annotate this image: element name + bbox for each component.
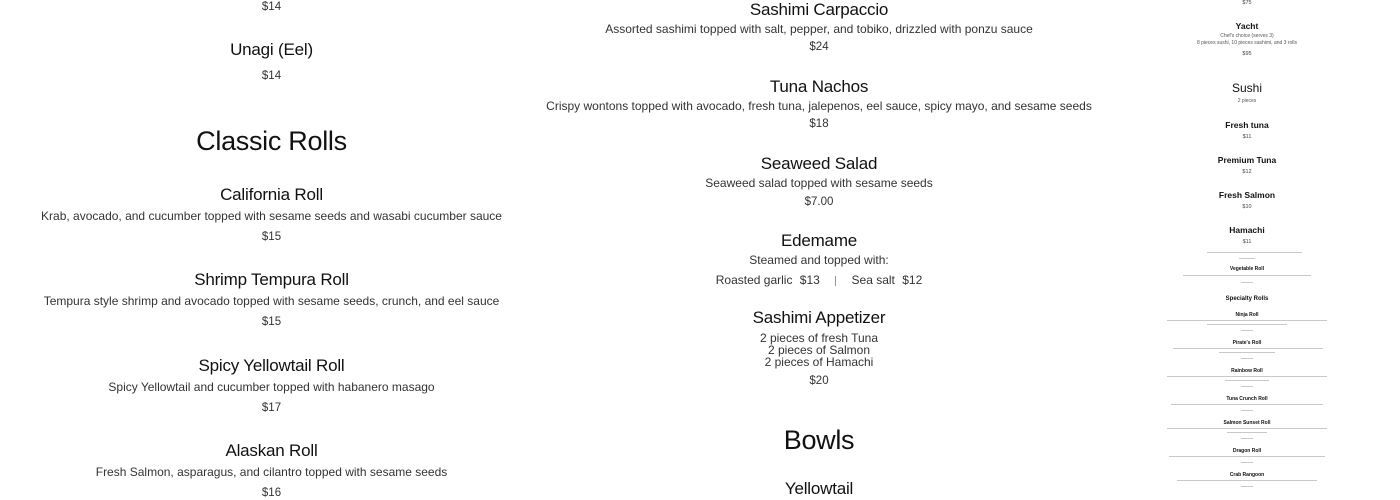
fine-text-line [1241, 438, 1253, 439]
sea-salt-label: Sea salt [851, 273, 895, 287]
vegetable-roll-title: Vegetable Roll [1229, 266, 1265, 272]
edemame-desc: Steamed and topped with: [749, 253, 889, 267]
california-roll-price: $15 [261, 231, 282, 243]
fine-text-line [1183, 275, 1311, 276]
fine-text-line [1167, 428, 1327, 429]
sashimi-appetizer-line: 2 pieces of Salmon [767, 343, 871, 357]
california-roll-title: California Roll [220, 185, 323, 204]
sashimi-appetizer-line: 2 pieces of Hamachi [764, 355, 874, 369]
yacht-price: $95 [1242, 51, 1252, 57]
seaweed-salad-title: Seaweed Salad [760, 154, 878, 173]
edemame-options [546, 273, 1092, 287]
platter-price: $75 [1242, 0, 1252, 6]
yacht-desc: 8 pieces sushi, 10 pieces sashimi, and 3 rolls [1196, 40, 1298, 46]
sea-salt-price: $12 [902, 273, 923, 287]
unagi-title: Unagi (Eel) [230, 40, 313, 59]
fine-text-line [1169, 456, 1325, 457]
fine-text-line [1241, 386, 1253, 387]
sushi-subtitle: 2 pieces [1237, 98, 1257, 104]
bowls-heading: Bowls [783, 425, 855, 455]
fine-text-line [1227, 432, 1267, 433]
tuna-nachos-price: $18 [809, 118, 829, 130]
specialty-roll-title: Rainbow Roll [1231, 368, 1263, 374]
menu-item-price: $14 [261, 1, 282, 13]
premium-tuna-title: Premium Tuna [1217, 155, 1277, 165]
seaweed-salad-price: $7.00 [804, 196, 834, 208]
right-menu-column [1147, 0, 1347, 500]
shrimp-tempura-roll-price: $15 [261, 316, 282, 328]
fine-text-line [1207, 324, 1287, 325]
spicy-yellowtail-roll-desc: Spicy Yellowtail and cucumber topped with habanero masago [108, 380, 435, 394]
fine-text-line [1207, 252, 1302, 253]
sashimi-carpaccio-desc: Assorted sashimi topped with salt, pepper, and tobiko, drizzled with ponzu sauce [605, 22, 1033, 36]
fine-text-line [1171, 404, 1323, 405]
tuna-nachos-desc: Crispy wontons topped with avocado, fresh tuna, jalepenos, eel sauce, spicy mayo, and sesame seeds [546, 99, 1092, 113]
spicy-yellowtail-roll-price: $17 [261, 402, 282, 414]
shrimp-tempura-roll-desc: Tempura style shrimp and avocado topped with sesame seeds, crunch, and eel sauce [43, 294, 500, 308]
specialty-roll-title: Crab Rangoon [1229, 472, 1265, 478]
alaskan-roll-price: $16 [261, 487, 282, 499]
specialty-roll-title: Pirate's Roll [1232, 340, 1262, 346]
fine-text-line [1241, 462, 1253, 463]
classic-rolls-heading: Classic Rolls [196, 126, 347, 156]
alaskan-roll-desc: Fresh Salmon, asparagus, and cilantro topped with sesame seeds [95, 465, 448, 479]
hamachi-price: $11 [1242, 239, 1252, 245]
specialty-roll-title: Salmon Sunset Roll [1223, 420, 1271, 426]
california-roll-desc: Krab, avocado, and cucumber topped with sesame seeds and wasabi cucumber sauce [41, 209, 502, 223]
fine-text-line [1241, 486, 1253, 487]
option-divider [835, 276, 836, 286]
fine-text-line [1177, 480, 1317, 481]
unagi-price: $14 [261, 70, 282, 82]
roasted-garlic-price: $13 [799, 273, 820, 287]
specialty-roll-title: Dragon Roll [1232, 448, 1262, 454]
fine-text-line [1241, 282, 1253, 283]
shrimp-tempura-roll-title: Shrimp Tempura Roll [194, 270, 349, 289]
sushi-heading: Sushi [1231, 81, 1263, 95]
fresh-salmon-price: $10 [1242, 204, 1252, 210]
alaskan-roll-title: Alaskan Roll [225, 441, 318, 460]
hamachi-title: Hamachi [1229, 225, 1265, 235]
tuna-nachos-title: Tuna Nachos [769, 77, 869, 96]
sashimi-appetizer-price: $20 [809, 375, 829, 387]
specialty-rolls-heading: Specialty Rolls [1225, 296, 1269, 302]
fine-text-line [1167, 376, 1327, 377]
edemame-title: Edemame [780, 231, 858, 250]
premium-tuna-price: $12 [1242, 169, 1252, 175]
fine-text-line [1241, 358, 1253, 359]
specialty-roll-title: Ninja Roll [1235, 312, 1259, 318]
fresh-tuna-price: $11 [1242, 134, 1252, 140]
fine-text-line [1219, 352, 1275, 353]
fresh-salmon-title: Fresh Salmon [1218, 190, 1276, 200]
yacht-desc: Chef's choice (serves 3) [1220, 33, 1274, 39]
fine-text-line [1167, 320, 1327, 321]
left-menu-column [0, 0, 543, 500]
sashimi-appetizer-title: Sashimi Appetizer [752, 308, 886, 327]
fine-text-line [1173, 348, 1323, 349]
yellowtail-bowl-title: Yellowtail [784, 479, 854, 498]
fine-text-line [1241, 410, 1253, 411]
yacht-title: Yacht [1235, 21, 1259, 31]
seaweed-salad-desc: Seaweed salad topped with sesame seeds [705, 176, 933, 190]
roasted-garlic-label: Roasted garlic [715, 273, 793, 287]
sashimi-carpaccio-price: $24 [809, 41, 829, 53]
fresh-tuna-title: Fresh tuna [1225, 120, 1269, 130]
fine-text-line [1241, 330, 1253, 331]
specialty-roll-title: Tuna Crunch Roll [1226, 396, 1268, 402]
fine-text-line [1225, 380, 1269, 381]
sashimi-appetizer-line: 2 pieces of fresh Tuna [759, 331, 879, 345]
spicy-yellowtail-roll-title: Spicy Yellowtail Roll [198, 356, 345, 375]
sashimi-carpaccio-title: Sashimi Carpaccio [749, 0, 889, 19]
fine-text-line [1239, 258, 1255, 259]
middle-menu-column [546, 0, 1092, 500]
